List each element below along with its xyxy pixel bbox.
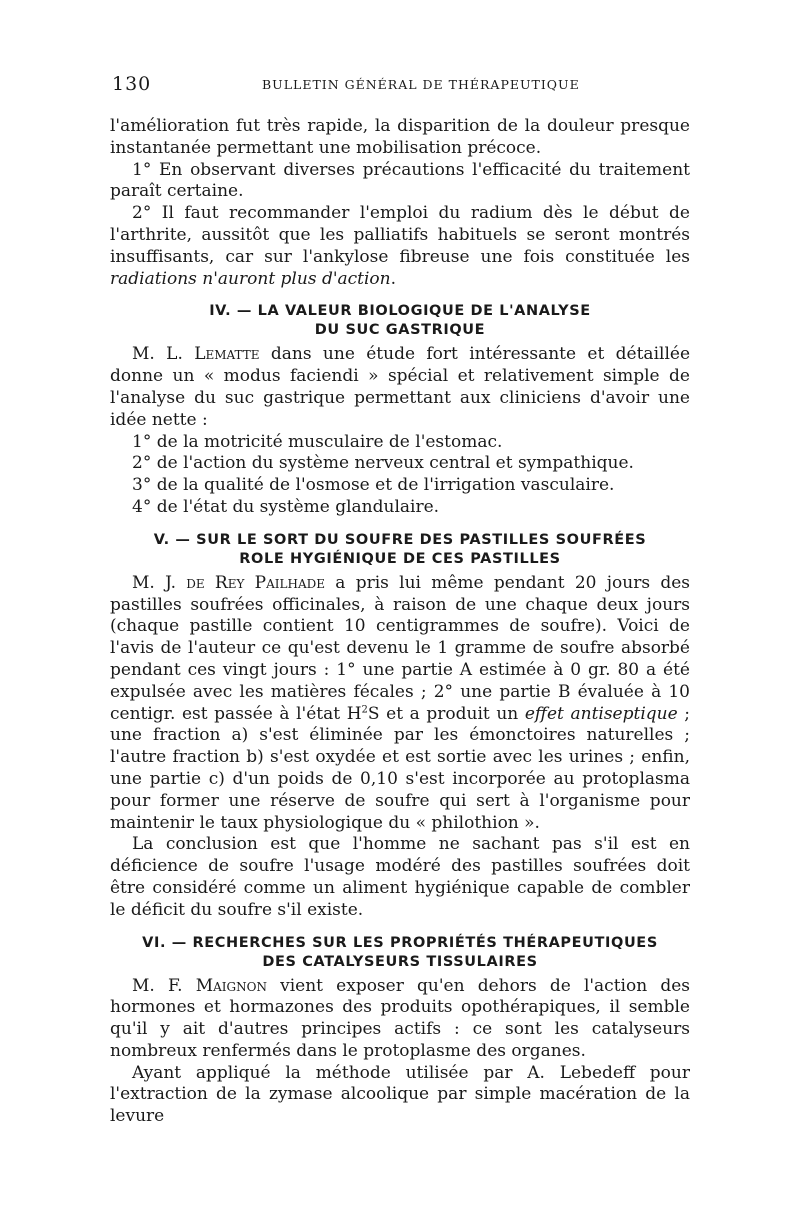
section-6-prefix: M. F.: [132, 975, 196, 996]
section-5-heading: [110, 531, 690, 569]
section-5-prefix: M. J.: [132, 572, 187, 593]
section-6-paragraph-1: [110, 976, 690, 1063]
section-4-author-prefix: M. L.: [132, 344, 195, 365]
section-4-heading-line-2: DU SUC GASTRIQUE: [314, 322, 486, 339]
section-4-paragraph-1: [110, 344, 690, 431]
intro-paragraph-3-text: 2° Il faut recommander l'emploi du radium dès le début de l'arthrite, aussitôt que les palliatifs habituels se seront montrés insuffisants, car sur l'ankylose fibreuse une fois constituée les: [110, 203, 690, 267]
section-6-heading-line-1: VI. — RECHERCHES SUR LES PROPRIÉTÉS THÉRAPEUTIQUES: [142, 934, 658, 951]
section-6-paragraph-1-text: vient exposer qu'en dehors de l'action des hormones et hormazones des produits opothérapiques, il semble qu'il y ait d'autres principes actifs : ce sont les catalyseurs nombreux renfermés dans le protoplasme des organes.: [110, 975, 690, 1061]
body-text: [110, 116, 690, 1128]
section-4-list-item: 2° de l'action du système nerveux central et sympathique.: [132, 453, 634, 474]
section-5-paragraph-1: [110, 573, 690, 835]
section-5-superscript: 2: [361, 703, 368, 715]
section-5-text-b: S et a produit un: [367, 703, 525, 724]
section-4-heading: [110, 302, 690, 340]
section-6-author: Maignon: [195, 975, 267, 996]
section-6-paragraph-2: Ayant appliqué la méthode utilisée par A. Lebedeff pour l'extraction de la zymase alcoolique par simple macération de la levure: [110, 1062, 690, 1127]
section-5-heading-line-2: ROLE HYGIÉNIQUE DE CES PASTILLES: [239, 550, 561, 567]
section-5-paragraph-2: La conclusion est que l'homme ne sachant pas s'il est en déficience de soufre l'usage modéré des pastilles soufrées doit être considéré comme un aliment hygiénique capable de combler le déficit du soufre s'il existe.: [110, 834, 690, 920]
intro-paragraph-2: 1° En observant diverses précautions l'efficacité du traitement paraît certaine.: [110, 159, 690, 202]
section-4-list-item: 3° de la qualité de l'osmose et de l'irrigation vasculaire.: [132, 475, 615, 496]
section-5-text-a: a pris lui même pendant 20 jours des pastilles soufrées officinales, à raison de une chaque deux jours (chaque pastille contient 10 centigrammes de soufre). Voici de l'avis de l'auteur ce qu'est devenu le 1 gramme de soufre absorbé pendant ces vingt jours : 1° une partie A estimée à 0 gr. 80 a été expulsée avec les matières fécales ; 2° une partie B évaluée à 10 centigr. est passée à l'état H: [110, 572, 690, 724]
journal-title: BULLETIN GÉNÉRAL DE THÉRAPEUTIQUE: [262, 77, 580, 92]
intro-paragraph-3-italic: radiations n'auront plus d'action: [110, 268, 391, 289]
section-5-heading-line-1: V. — SUR LE SORT DU SOUFRE DES PASTILLES SOUFRÉES: [153, 531, 647, 548]
section-4-list-item: 4° de l'état du système glandulaire.: [132, 496, 440, 517]
page-number: 130: [112, 73, 152, 95]
intro-paragraph-1: l'amélioration fut très rapide, la disparition de la douleur presque instantanée permettant une mobilisation précoce.: [110, 116, 690, 158]
section-4-heading-line-1: IV. — LA VALEUR BIOLOGIQUE DE L'ANALYSE: [209, 303, 591, 320]
section-4-author: Lematte: [194, 344, 260, 365]
section-6-heading: [110, 934, 690, 972]
section-4-list-item: 1° de la motricité musculaire de l'estomac.: [132, 431, 503, 452]
intro-paragraph-3: [110, 203, 690, 290]
section-5-italic: effet antiseptique: [524, 703, 678, 724]
section-5-text-c: ; une fraction a) s'est éliminée par les émonctoires naturelles ; l'autre fraction b) s'est oxydée et est sortie avec les urines ; enfin, une partie c) d'un poids de 0,10 s'est incorporée au protoplasma pour former une réserve de soufre qui sert à l'organisme pour maintenir le taux physiologique du « philothion ».: [110, 703, 691, 833]
intro-paragraph-3-end: .: [390, 268, 397, 289]
section-4-paragraph-1-text: dans une étude fort intéressante et détaillée donne un « modus faciendi » spécial et relativement simple de l'analyse du suc gastrique permettant aux cliniciens d'avoir une idée nette :: [110, 344, 691, 430]
section-6-heading-line-2: DES CATALYSEURS TISSULAIRES: [262, 953, 538, 970]
running-head: [112, 73, 692, 99]
section-5-author: de Rey Pailhade: [186, 572, 326, 593]
